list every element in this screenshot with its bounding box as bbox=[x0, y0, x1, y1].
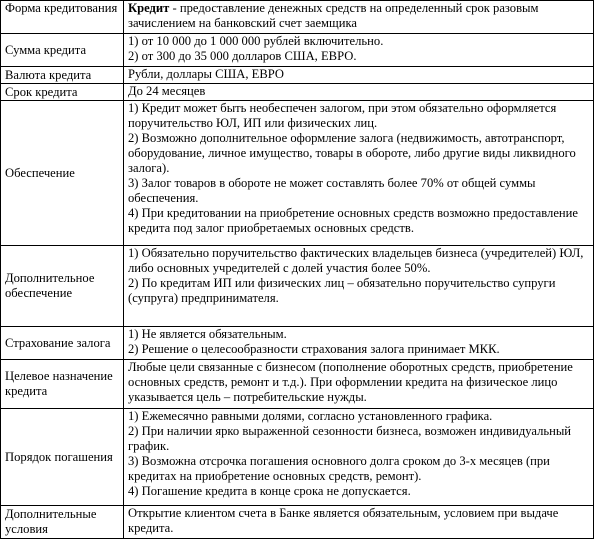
value-line: 4) При кредитовании на приобретение основных средств возможно предоставление кредита под залог приобретаемых основных средств. bbox=[128, 206, 582, 235]
table-row bbox=[1, 34, 594, 67]
param-cell: Срок кредита bbox=[1, 84, 124, 101]
param-cell: Сумма кредита bbox=[1, 34, 124, 67]
value-cell: Рубли, доллары США, ЕВРО bbox=[124, 67, 594, 84]
table-row bbox=[1, 1, 594, 34]
value-text: - предоставление денежных средств на определенный срок разовым зачислением на банковский счет заемщика bbox=[128, 1, 539, 30]
value-cell: До 24 месяцев bbox=[124, 84, 594, 101]
table-row bbox=[1, 84, 594, 101]
table-row bbox=[1, 506, 594, 539]
param-cell: Целевое назначение кредита bbox=[1, 360, 124, 409]
param-cell: Форма кредитования bbox=[1, 1, 124, 34]
value-cell: Любые цели связанные с бизнесом (пополнение оборотных средств, приобретение основных средств, ремонт и т.д.). При оформлении кредита на физическое лицо указывается цель – потребительские нужды. bbox=[124, 360, 594, 409]
value-cell bbox=[124, 101, 594, 246]
param-cell: Дополнительное обеспечение bbox=[1, 246, 124, 327]
value-line: 2) При наличии ярко выраженной сезонности бизнеса, возможен индивидуальный график. bbox=[128, 424, 575, 453]
param-cell: Валюта кредита bbox=[1, 67, 124, 84]
table-row bbox=[1, 409, 594, 506]
table-row bbox=[1, 246, 594, 327]
param-cell: Страхование залога bbox=[1, 327, 124, 360]
value-cell bbox=[124, 409, 594, 506]
param-cell: Порядок погашения bbox=[1, 409, 124, 506]
value-line: 1) от 10 000 до 1 000 000 рублей включительно. bbox=[128, 34, 384, 48]
value-line: 3) Залог товаров в обороте не может составлять более 70% от общей суммы обеспечения. bbox=[128, 176, 539, 205]
table-row bbox=[1, 327, 594, 360]
value-line: 2) от 300 до 35 000 долларов США, ЕВРО. bbox=[128, 49, 357, 63]
value-line: 3) Возможна отсрочка погашения основного долга сроком до 3-х месяцев (при кредитах на приобретение основных средств, ремонт). bbox=[128, 454, 554, 483]
param-cell: Дополнительные условия bbox=[1, 506, 124, 539]
value-line: 4) Погашение кредита в конце срока не допускается. bbox=[128, 484, 411, 498]
value-cell bbox=[124, 246, 594, 327]
value-line: 2) Возможно дополнительное оформление залога (недвижимость, автотранспорт, оборудование, личное имущество, товары в обороте, либо другие виды ликвидного залога). bbox=[128, 131, 579, 175]
value-line: 2) По кредитам ИП или физических лиц – обязательно поручительство супруги (супруга) предпринимателя. bbox=[128, 276, 559, 305]
table-row bbox=[1, 67, 594, 84]
value-cell bbox=[124, 327, 594, 360]
value-line: 1) Не является обязательным. bbox=[128, 327, 287, 341]
value-cell bbox=[124, 1, 594, 34]
value-cell bbox=[124, 34, 594, 67]
value-line: 2) Решение о целесообразности страхования залога принимает МКК. bbox=[128, 342, 500, 356]
table-row bbox=[1, 101, 594, 246]
value-line: 1) Кредит может быть необеспечен залогом, при этом обязательно оформляется поручительство ЮЛ, ИП или физических лиц. bbox=[128, 101, 560, 130]
value-line: 1) Обязательно поручительство фактических владельцев бизнеса (учредителей) ЮЛ, либо основных учредителей с долей участия более 50%. bbox=[128, 246, 587, 275]
table-row bbox=[1, 360, 594, 409]
bold-term: Кредит bbox=[128, 1, 170, 15]
value-cell: Открытие клиентом счета в Банке является обязательным, условием при выдаче кредита. bbox=[124, 506, 594, 539]
param-cell: Обеспечение bbox=[1, 101, 124, 246]
value-line: 1) Ежемесячно равными долями, согласно установленного графика. bbox=[128, 409, 493, 423]
